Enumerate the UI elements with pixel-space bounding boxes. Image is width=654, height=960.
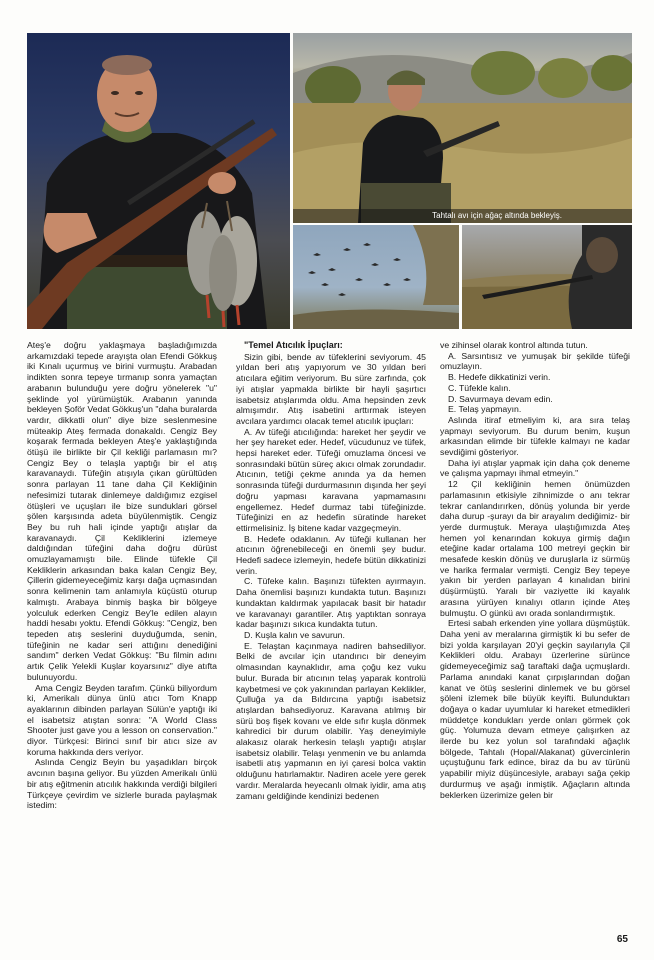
column3-continuation: ve zihinsel olarak kontrol altında tutun. xyxy=(440,340,588,350)
tip-paragraph: C. Tüfeke kalın. Başınızı tüfekten ayırmayın. Daha önemlisi başınızı kundakta tutun. Başınızı kundaktan kaldırmak yapılacak basit bir hatadır ve karavanayı garantiler. Atış yaptıktan sonraya kadar başınızı sıkıca kundakta tutun. xyxy=(236,576,426,630)
article-column-1 xyxy=(27,340,217,811)
list-item: E. Telaş yapmayın. xyxy=(448,404,522,415)
column3-paragraph: Aslında itiraf etmeliyim ki, ara sıra telaş yapmayı seviyorum. Bu durum benim, kuşun arkasından elimde bir tüfekle kalmayı ne kadar sevdiğimi gösteriyor. xyxy=(440,414,630,458)
field-hunting-photo xyxy=(293,33,632,223)
aiming-hunter-photo xyxy=(462,225,632,329)
hunter-portrait-illustration xyxy=(27,33,290,329)
list-item: C. Tüfekle kalın. xyxy=(448,382,511,393)
tips-summary-list xyxy=(440,351,630,415)
tip-paragraph: D. Kuşla kalın ve savurun. xyxy=(244,629,345,640)
tips-heading: "Temel Atıcılık İpuçları: xyxy=(244,340,343,350)
hunter-portrait-photo xyxy=(27,33,290,329)
flying-birds-photo xyxy=(293,225,459,329)
tip-paragraph: B. Hedefe odaklanın. Av tüfeği kullanan her atıcının öğrenebileceği en önemli şey budur. Hedefi sadece izlemeyin, hedefe bütün dikkatinizi verin. xyxy=(236,533,426,576)
column3-paragraph: 12 Çil kekliğinin hemen önümüzden parlamasının etkisiyle zihnimizde o anı tekrar tekrar canlandırırken, dönüş yolunda bir yerde daha durup -şurayı da bir arayalım dediğimiz- bir yerde durmuştuk. Meraya ulaştığımızda Ateş hemen yol kenarından kokuya girmiş dağın eteğine kadar ortalama 100 metreyi geçkin bir mesafede keskin dönüş ve duruşlarla iz sürmüş ve harika fermalar vermişti. Cengiz Bey tepeye yakın bir yerden parlayan 4 kınalıdan birini düşürmüştü. Yaralı bir vaziyette iki kayalık arasına yürüyen kınalıyı otların içinde Ateş bulmuştu. O günkü avı orada sonlandırmıştık. xyxy=(440,479,630,618)
tip-paragraph: E. Telaştan kaçınmaya nadiren bahsediliyor. Belki de avcılar için utandırıcı bir deneyim olmasından kaynaklıdır, ama çoğu kez vuku bulur. Burada bir atıcının telaş yaparak kontrolü kaybetmesi ve çok yakınından parlayan Keklikler, Çulluğa ya da Bıldırcına yaptığı isabetsiz atışlardan bahsediyoruz. Karavana atılmış bir sürü boş fişek kovanı ve elde sıfır kuşla dönmek kahredici bir durum olabilir. Yaş deneyimiyle alakasız olarak herkesin telaşlı yaptığı atışlar isabetsiz olabilir. Telaşı yenmenin ve bu anlamda isabetli atış yapmanın en iyi çaresi bolca vaktin olduğunu hatırlamaktır. Nadiren acele yere gerek vardır. Meralarda heyecanlı olmak iyidir, ama atış zamanı geldiğinde kendinizi bedenen xyxy=(236,640,426,801)
column1-paragraph: Ateş'e doğru yaklaşmaya başladığımızda arkamızdaki tepede arayışta olan Efendi Gökkuş iki Kınalı uçurmuş ve birini vurmuştu. Arabadan indikten sonra tepeye tırmanıp sonra yamaçtan arabanın bulunduğu yere doğru yönelerek "u" şeklinde yol yürümüştük. Arabanın yanında bekleyen Şoför Vedat Gökkuş'un "daha buralarda vardır, dikkatli olun" diye bize seslenmesine müteakip Ateş fermada donakaldı. Cengiz Bey koşarak fermada bekleyen Ateş'e yaklaştığında ötüşü ile birlikte bir Çil kekliği parlamasın mı? Cengiz Bey o telaşla yaptığı bir el atış karavanaydı. Tüfeğin atışıyla çıkan gürültüden sonra parlayan 11 tane daha Çil Kekliğinin nefesimizi tutarak dinlemeye daldığımız ezgisel ötüşleri ve uçuşları ile bize sunduklari görsel şölen karşısında adeta büyülenmiştik. Cengiz Bey bu ruh hali içinde yaptığı atışlar da karavanaydı. Çil Kekliklerini izlemeye daldığından tüfeğini daha doğru dürüst omuzlayamamıştı bile. Elinde tüfekle Çil Kekliklerin arkasından baka kalan Cengiz Bey, Çillerin gidemeyeceğimiz karşı dağa uçmasından sonra kelimenin tam anlamıyla küçüstü oturup kalmıştı. Arabaya binmiş başka bir bölgeye yolculuk ederken Cengiz Bey'le edilen alayın haddi hesabı yoktu. Efendi Gökkuş: "Cengiz, ben tepeden atış seslerini duyduğumda, senin, tüfeğinin ne kadar seri attığını denediğini sandım" derken Vedat Gökkuş: "Bu filmin adını artık Çelik Yelekli Kuşlar koyarsınız" diye atıfta bulunuyordu. xyxy=(27,340,217,682)
tip-paragraph: A. Av tüfeği atıcılığında: hareket her şeydir ve her şey hareket eder. Hedef, vücudunuz ve tüfek, hepsi hareket eder. Tüfeği omuzlama öncesi ve sonrasındaki bütün süreç akıcı olmak zorundadır. Atıcının, tetiği çekme anında ya da hemen sonrasında tüfeği durdurmasının dışında her şeyi doğru yapması karavana yapmamasını engellemez. Hedef durmaz tabi tüfeğinizde. Tüfeğinizi en az hedefin süratinde hareket ettirmelisiniz. İş bitene kadar vazgeçmeyin. xyxy=(236,426,426,533)
column3-paragraph: Ertesi sabah erkenden yine yollara düşmüştük. Daha yeni av meralarına girmiştik ki bu sefer de bizi yolda karşılayan 20'yi geçkin sayılarıyla Çil Keklikleri oldu. Arabayı üzerlerine sürünce gidemeyeceğimiz sağ taraftaki dağa uçmuşlardı. Parlama anındaki kanat çırpışlarından doğan kanat ve ötüş seslerini dinlemek ve bu görsel şöleni izlemek bile büyük keyifti. Bulunduktarı doğaya o kadar uyumlular ki hareket etmedikleri müddetçe kondukları yerde onları görmek çok güç. Yolumuza devam etmeye çalışırken az ilerde bu kez yolun sol tarafındaki ağaçlık bölgede, Tahtalı (Hopal/Alakanat) güvercinlerin uçuştuğunu fark edince, biraz da bu av türünü yapabilir miyiz düşüncesiyle, arabayı sağa çekip durdurmuş ve aşağı inmiştik. Ağaçların altında beklerken üzerimize gelen bir xyxy=(440,618,630,800)
field-hunter-illustration xyxy=(293,33,632,223)
flying-birds-illustration xyxy=(293,225,459,329)
column2-intro: Sizin gibi, bende av tüfeklerini seviyorum. 45 yıldan beri atış yapıyorum ve 30 yıldan beri atıcılara eğitim veriyorum. Bu süre zarfında, çok iyi atışlar yapmakla birlikte bir hayli şaşırtıcı isabetsiz atışlarımda oldu. Ama hepsinden zevk almışımdır. Atış isabetini arttırmak isteyen avcılara yardımcı olacak temel atıcılık ipuçları: xyxy=(236,351,426,426)
aiming-hunter-illustration xyxy=(462,225,632,329)
photo-caption: Tahtalı avı için ağaç altında bekleyiş. xyxy=(293,209,632,223)
article-column-3 xyxy=(440,340,630,800)
article-column-2 xyxy=(236,340,426,801)
list-item: B. Hedefe dikkatinizi verin. xyxy=(448,372,551,383)
column1-paragraph: Aslında Cengiz Beyin bu yaşadıkları birçok avcının başına geliyor. Bu yüzden Amerikalı ünlü bir atış eğitmenin atıcılık hakkında verdiği bilgileri Türkçeye çevirdim ve sizlerle burada paylaşmak istedim: xyxy=(27,757,217,811)
page-number: 65 xyxy=(616,934,628,945)
list-item: D. Savurmaya devam edin. xyxy=(448,393,553,404)
column3-paragraph: Daha iyi atışlar yapmak için daha çok deneme ve çalışma yapmayı ihmal etmeyin." xyxy=(440,457,630,479)
column1-paragraph: Ama Cengiz Beyden tarafım. Çünkü biliyordum ki, Amerikalı dünya ünlü atıcı Tom Knapp ayaklarının dibinden parlayan Sülün'e yaptığı iki el isabetsiz atıştan sonra: "A World Class Shooter just gave you a lesson on conservation." diyor. Türkçesi: Birinci sınıf bir atıcı size av koruma hakkında ders veriyor. xyxy=(27,682,217,757)
list-item: A. Sarsıntısız ve yumuşak bir şekilde tüfeği omuzlayın. xyxy=(440,350,630,372)
